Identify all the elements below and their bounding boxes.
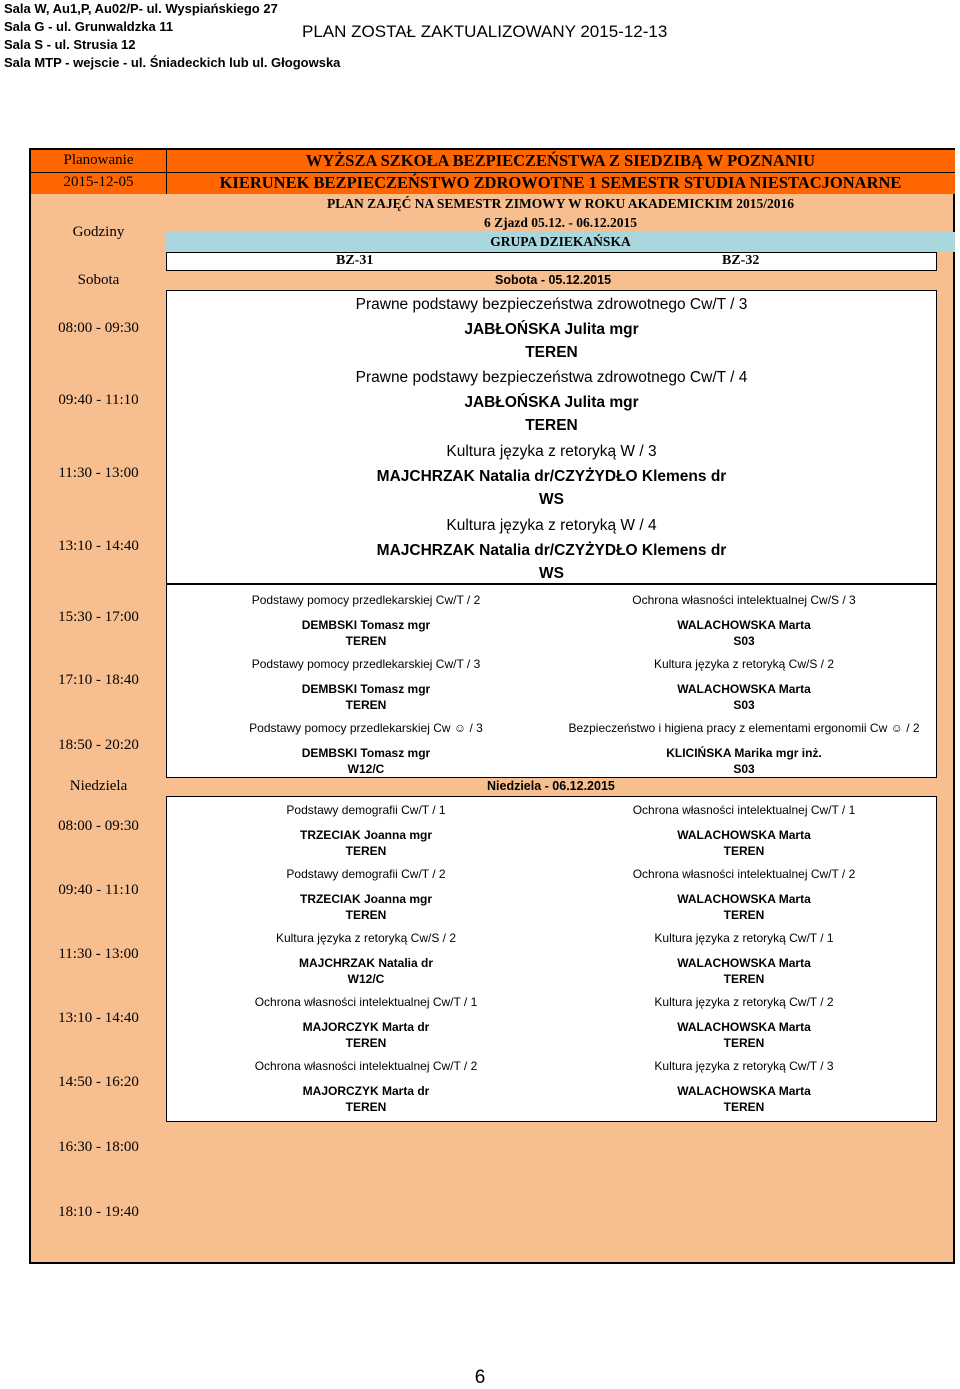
class-room: TEREN <box>345 634 387 648</box>
planowanie-date: 2015-12-05 <box>63 174 134 190</box>
class-teacher: WALACHOWSKA Marta <box>677 618 811 632</box>
time-slot: 14:50 - 16:20 <box>58 1074 139 1090</box>
class-room: TEREN <box>345 844 387 858</box>
class-room: TEREN <box>345 908 387 922</box>
class-room: TEREN <box>345 1036 387 1050</box>
class-subject: Podstawy pomocy przedlekarskiej Cw/T / 3 <box>251 657 481 671</box>
zjazd-title: 6 Zjazd 05.12. - 06.12.2015 <box>484 215 637 230</box>
class-subject: Ochrona własności intelektualnej Cw/T / 1 <box>632 803 856 817</box>
time-slot: 11:30 - 13:00 <box>58 946 139 962</box>
class-subject: Kultura języka z retoryką Cw/T / 2 <box>654 995 834 1009</box>
class-room: TEREN <box>345 698 387 712</box>
class-teacher: WALACHOWSKA Marta <box>677 682 811 696</box>
class-subject: Podstawy pomocy przedlekarskiej Cw ☺ / 3 <box>249 721 483 735</box>
program-title: KIERUNEK BEZPIECZEŃSTWO ZDROWOTNE 1 SEMESTR STUDIA NIESTACJONARNE <box>219 173 902 192</box>
class-room: TEREN <box>723 972 765 986</box>
class-teacher: DEMBSKI Tomasz mgr <box>301 746 431 760</box>
class-teacher: WALACHOWSKA Marta <box>677 892 811 906</box>
sunday-date: Niedziela - 06.12.2015 <box>487 779 615 793</box>
class-subject: Kultura języka z retoryką W / 3 <box>446 443 657 460</box>
saturday-date: Sobota - 05.12.2015 <box>495 273 612 287</box>
time-slot: 18:10 - 19:40 <box>58 1204 139 1220</box>
class-room: S03 <box>733 762 755 776</box>
room-info-line-4: Sala MTP - wejscie - ul. Śniadeckich lub ul. Głogowska <box>4 55 341 70</box>
time-slot: 08:00 - 09:30 <box>58 320 139 336</box>
time-slot: 09:40 - 11:10 <box>58 882 139 898</box>
time-slot: 16:30 - 18:00 <box>58 1139 139 1155</box>
saturday-label: Sobota <box>77 272 120 288</box>
school-title: WYŻSZA SZKOŁA BEZPIECZEŃSTWA Z SIEDZIBĄ W POZNANIU <box>305 151 816 170</box>
class-room: WS <box>539 491 564 508</box>
class-teacher: MAJCHRZAK Natalia dr <box>298 956 433 970</box>
room-info-line-1: Sala W, Au1,P, Au02/P- ul. Wyspiańskiego 27 <box>4 1 278 16</box>
grupa-title: GRUPA DZIEKAŃSKA <box>490 234 631 249</box>
class-subject: Ochrona własności intelektualnej Cw/T / 2 <box>254 1059 478 1073</box>
time-slot: 15:30 - 17:00 <box>58 609 139 625</box>
class-room: TEREN <box>723 1036 765 1050</box>
planowanie-label: Planowanie <box>63 152 134 168</box>
class-room: TEREN <box>723 1100 765 1114</box>
time-slot: 08:00 - 09:30 <box>58 818 139 834</box>
class-room: S03 <box>733 698 755 712</box>
page-number: 6 <box>474 1367 486 1388</box>
class-teacher: JABŁOŃSKA Julita mgr <box>464 394 639 411</box>
class-subject: Kultura języka z retoryką Cw/S / 2 <box>275 931 457 945</box>
class-room: S03 <box>733 634 755 648</box>
time-slot: 17:10 - 18:40 <box>58 672 139 688</box>
class-subject: Kultura języka z retoryką W / 4 <box>446 517 657 534</box>
group-bz-31: BZ-31 <box>336 253 374 268</box>
class-room: TEREN <box>723 844 765 858</box>
class-teacher: TRZECIAK Joanna mgr <box>299 892 432 906</box>
plan-title: PLAN ZAJĘĆ NA SEMESTR ZIMOWY W ROKU AKADEMICKIM 2015/2016 <box>326 196 795 211</box>
class-teacher: WALACHOWSKA Marta <box>677 828 811 842</box>
class-subject: Bezpieczeństwo i higiena pracy z elementami ergonomii Cw ☺ / 2 <box>568 721 920 735</box>
class-subject: Kultura języka z retoryką Cw/T / 3 <box>654 1059 834 1073</box>
class-teacher: KLICIŃSKA Marika mgr inż. <box>666 746 822 760</box>
class-teacher: DEMBSKI Tomasz mgr <box>301 618 431 632</box>
room-info-line-2: Sala G - ul. Grunwaldzka 11 <box>4 19 174 34</box>
class-subject: Kultura języka z retoryką Cw/T / 1 <box>654 931 834 945</box>
class-subject: Podstawy demografii Cw/T / 2 <box>286 867 446 881</box>
class-subject: Ochrona własności intelektualnej Cw/T / 1 <box>254 995 478 1009</box>
class-subject: Prawne podstawy bezpieczeństwa zdrowotnego Cw/T / 4 <box>355 369 748 386</box>
class-subject: Podstawy pomocy przedlekarskiej Cw/T / 2 <box>251 593 481 607</box>
sunday-label: Niedziela <box>69 778 128 794</box>
class-teacher: MAJORCZYK Marta dr <box>302 1020 430 1034</box>
class-teacher: JABŁOŃSKA Julita mgr <box>464 321 639 338</box>
time-slot: 13:10 - 14:40 <box>58 1010 139 1026</box>
group-bz-32: BZ-32 <box>722 253 760 268</box>
godziny-label: Godziny <box>72 224 125 240</box>
class-subject: Ochrona własności intelektualnej Cw/T / 2 <box>632 867 856 881</box>
room-info-line-3: Sala S - ul. Strusia 12 <box>4 37 136 52</box>
class-subject: Podstawy demografii Cw/T / 1 <box>286 803 446 817</box>
class-teacher: MAJCHRZAK Natalia dr/CZYŻYDŁO Klemens dr <box>376 468 727 485</box>
group-header-row <box>166 252 937 271</box>
class-teacher: WALACHOWSKA Marta <box>677 1020 811 1034</box>
class-subject: Ochrona własności intelektualnej Cw/S / 3 <box>632 593 856 607</box>
class-teacher: WALACHOWSKA Marta <box>677 1084 811 1098</box>
class-teacher: TRZECIAK Joanna mgr <box>299 828 432 842</box>
update-notice: PLAN ZOSTAŁ ZAKTUALIZOWANY 2015-12-13 <box>302 22 668 41</box>
class-subject: Prawne podstawy bezpieczeństwa zdrowotnego Cw/T / 3 <box>355 296 748 313</box>
class-room: TEREN <box>525 344 578 361</box>
class-room: TEREN <box>525 417 578 434</box>
time-slot: 18:50 - 20:20 <box>58 737 139 753</box>
class-room: TEREN <box>345 1100 387 1114</box>
class-room: WS <box>539 565 564 582</box>
time-slot: 13:10 - 14:40 <box>58 538 139 554</box>
time-slot: 11:30 - 13:00 <box>58 465 139 481</box>
class-teacher: DEMBSKI Tomasz mgr <box>301 682 431 696</box>
class-subject: Kultura języka z retoryką Cw/S / 2 <box>653 657 835 671</box>
class-teacher: MAJORCZYK Marta dr <box>302 1084 430 1098</box>
time-slot: 09:40 - 11:10 <box>58 392 139 408</box>
class-room: TEREN <box>723 908 765 922</box>
class-teacher: WALACHOWSKA Marta <box>677 956 811 970</box>
class-teacher: MAJCHRZAK Natalia dr/CZYŻYDŁO Klemens dr <box>376 542 727 559</box>
class-room: W12/C <box>347 762 385 776</box>
class-room: W12/C <box>347 972 385 986</box>
